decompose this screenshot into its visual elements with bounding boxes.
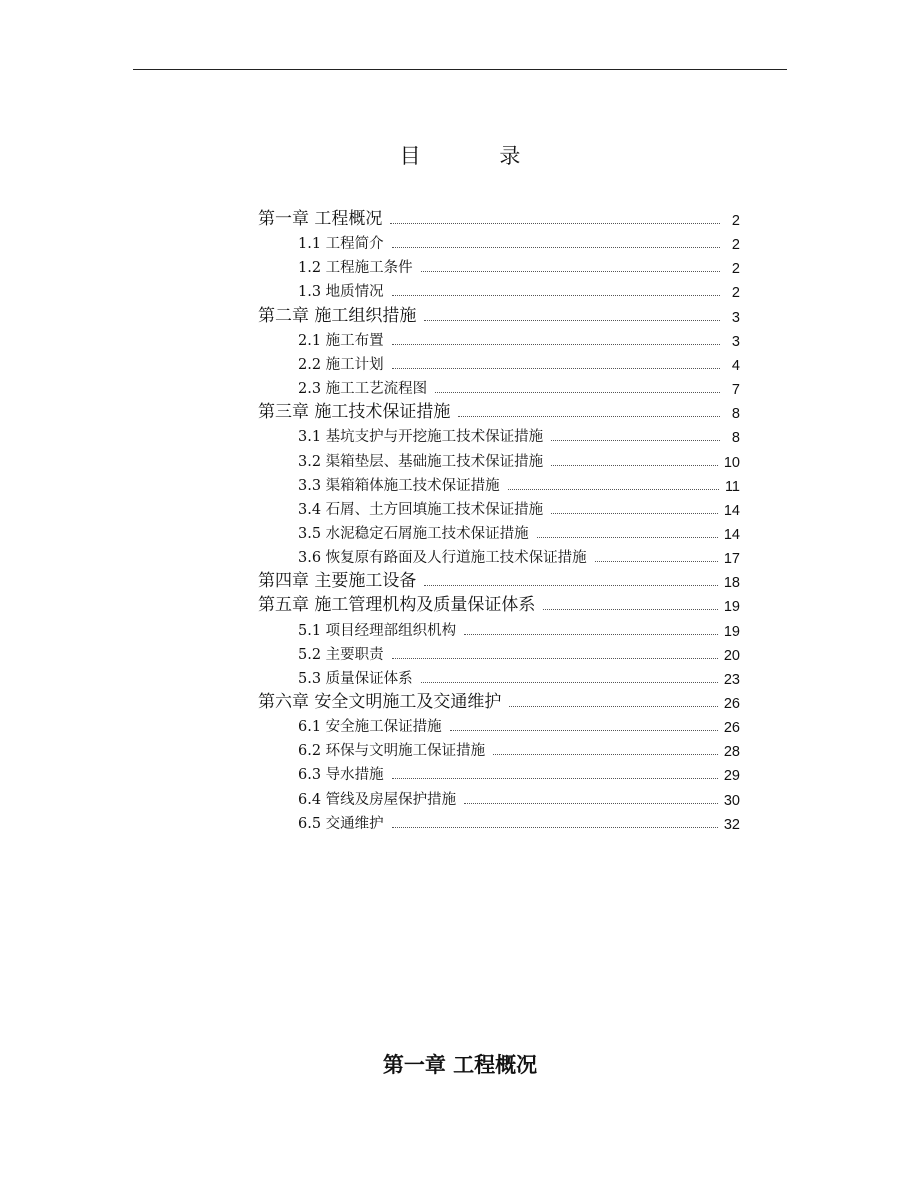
toc-entry-page-number: 28 xyxy=(723,744,740,761)
toc-entry-section[interactable] xyxy=(298,616,740,640)
toc-dot-leader xyxy=(421,682,718,683)
toc-entry-label: 1.1 工程简介 xyxy=(298,236,384,253)
toc-dot-leader xyxy=(543,609,717,610)
toc-entry-chapter[interactable] xyxy=(258,302,740,326)
toc-dot-leader xyxy=(392,344,720,345)
toc-entry-section[interactable] xyxy=(298,664,740,688)
toc-entry-page-number: 26 xyxy=(723,720,740,737)
toc-entry-section[interactable] xyxy=(298,640,740,664)
toc-dot-leader xyxy=(392,827,718,828)
toc-entry-page-number: 20 xyxy=(723,647,740,664)
toc-entry-label: 3.4 石屑、土方回填施工技术保证措施 xyxy=(298,501,544,518)
toc-entry-page-number: 14 xyxy=(723,502,740,519)
toc-entry-label: 5.3 质量保证体系 xyxy=(298,670,413,687)
toc-entry-section[interactable] xyxy=(298,495,740,519)
toc-dot-leader xyxy=(464,803,718,804)
toc-entry-label: 第二章 施工组织措施 xyxy=(258,305,417,326)
toc-entry-label: 3.1 基坑支护与开挖施工技术保证措施 xyxy=(298,429,544,446)
toc-entry-page-number: 11 xyxy=(724,478,740,495)
toc-dot-leader xyxy=(435,392,720,393)
toc-dot-leader xyxy=(551,513,718,514)
toc-entry-label: 5.2 主要职责 xyxy=(298,646,384,663)
toc-entry-section[interactable] xyxy=(298,471,740,495)
toc-dot-leader xyxy=(551,440,720,441)
toc-dot-leader xyxy=(458,416,720,417)
toc-entry-page-number: 26 xyxy=(723,696,740,712)
toc-dot-leader xyxy=(509,706,717,707)
toc-entry-label: 2.1 施工布置 xyxy=(298,332,384,349)
toc-entry-label: 2.3 施工工艺流程图 xyxy=(298,381,428,398)
toc-dot-leader xyxy=(450,730,718,731)
toc-entry-label: 第一章 工程概况 xyxy=(258,209,383,229)
toc-entry-page-number: 2 xyxy=(731,261,740,278)
toc-entry-section[interactable] xyxy=(298,809,740,833)
toc-entry-page-number: 2 xyxy=(731,213,740,229)
toc-entry-label: 3.2 渠箱垫层、基础施工技术保证措施 xyxy=(298,453,544,470)
toc-entry-section[interactable] xyxy=(298,253,740,277)
toc-entry-page-number: 2 xyxy=(731,237,740,254)
toc-entry-section[interactable] xyxy=(298,422,740,446)
toc-entry-page-number: 4 xyxy=(731,357,740,374)
toc-entry-page-number: 3 xyxy=(731,333,740,350)
toc-entry-section[interactable] xyxy=(298,760,740,784)
chapter-heading: 第一章 工程概况 xyxy=(382,1053,538,1077)
toc-entry-chapter[interactable] xyxy=(258,591,740,615)
toc-entry-label: 第四章 主要施工设备 xyxy=(258,571,417,592)
toc-entry-chapter[interactable] xyxy=(258,567,740,591)
toc-entry-label: 6.5 交通维护 xyxy=(298,815,384,832)
toc-dot-leader xyxy=(464,634,718,635)
toc-dot-leader xyxy=(392,658,718,659)
toc-entry-page-number: 17 xyxy=(723,551,740,568)
toc-entry-section[interactable] xyxy=(298,543,740,567)
toc-entry-section[interactable] xyxy=(298,374,740,398)
toc-entry-page-number: 8 xyxy=(731,406,740,423)
toc-entry-label: 5.1 项目经理部组织机构 xyxy=(298,622,457,639)
toc-entry-section[interactable] xyxy=(298,277,740,301)
toc-entry-page-number: 19 xyxy=(723,623,740,640)
toc-entry-page-number: 7 xyxy=(731,382,740,399)
toc-entry-label: 第六章 安全文明施工及交通维护 xyxy=(258,692,502,712)
toc-entry-chapter[interactable] xyxy=(258,205,740,229)
toc-entry-section[interactable] xyxy=(298,712,740,736)
toc-dot-leader xyxy=(424,320,720,321)
toc-entry-section[interactable] xyxy=(298,229,740,253)
toc-entry-label: 第五章 施工管理机构及质量保证体系 xyxy=(258,595,536,616)
toc-entry-page-number: 23 xyxy=(723,671,740,688)
toc-title: 目 录 xyxy=(399,144,557,168)
toc-entry-page-number: 32 xyxy=(723,816,740,833)
toc-entry-page-number: 14 xyxy=(723,526,740,543)
toc-dot-leader xyxy=(493,754,718,755)
toc-entry-label: 6.1 安全施工保证措施 xyxy=(298,719,442,736)
toc-entry-label: 6.3 导水措施 xyxy=(298,767,384,784)
toc-entry-page-number: 18 xyxy=(723,575,740,592)
toc-entry-section[interactable] xyxy=(298,350,740,374)
toc-entry-page-number: 30 xyxy=(723,792,740,809)
toc-entry-page-number: 2 xyxy=(731,285,740,302)
toc-dot-leader xyxy=(390,223,720,224)
toc-entry-section[interactable] xyxy=(298,736,740,760)
toc-entry-label: 6.2 环保与文明施工保证措施 xyxy=(298,743,486,760)
toc-dot-leader xyxy=(421,271,720,272)
toc-entry-label: 1.2 工程施工条件 xyxy=(298,260,413,277)
toc-entry-label: 1.3 地质情况 xyxy=(298,284,384,301)
toc-entry-label: 第三章 施工技术保证措施 xyxy=(258,402,451,423)
toc-entry-section[interactable] xyxy=(298,447,740,471)
toc-dot-leader xyxy=(392,368,720,369)
toc-entry-page-number: 3 xyxy=(731,309,740,326)
toc-entry-section[interactable] xyxy=(298,785,740,809)
toc-dot-leader xyxy=(424,585,717,586)
toc-entry-label: 2.2 施工计划 xyxy=(298,356,384,373)
toc-dot-leader xyxy=(392,247,720,248)
toc-entry-chapter[interactable] xyxy=(258,688,740,712)
toc-entry-section[interactable] xyxy=(298,326,740,350)
toc-dot-leader xyxy=(551,465,718,466)
toc-entry-section[interactable] xyxy=(298,519,740,543)
toc-entry-page-number: 19 xyxy=(723,599,740,616)
toc-dot-leader xyxy=(508,489,719,490)
toc-entry-page-number: 29 xyxy=(723,768,740,785)
toc-dot-leader xyxy=(392,778,718,779)
toc-entry-page-number: 8 xyxy=(731,430,740,447)
toc-entry-label: 3.5 水泥稳定石屑施工技术保证措施 xyxy=(298,525,529,542)
toc-entry-label: 3.6 恢复原有路面及人行道施工技术保证措施 xyxy=(298,550,587,567)
toc-entry-label: 6.4 管线及房屋保护措施 xyxy=(298,791,457,808)
toc-dot-leader xyxy=(537,537,718,538)
toc-entry-chapter[interactable] xyxy=(258,398,740,422)
toc-entry-label: 3.3 渠箱箱体施工技术保证措施 xyxy=(298,477,500,494)
toc-dot-leader xyxy=(595,561,718,562)
toc-dot-leader xyxy=(392,295,720,296)
toc-entry-page-number: 10 xyxy=(723,454,740,471)
